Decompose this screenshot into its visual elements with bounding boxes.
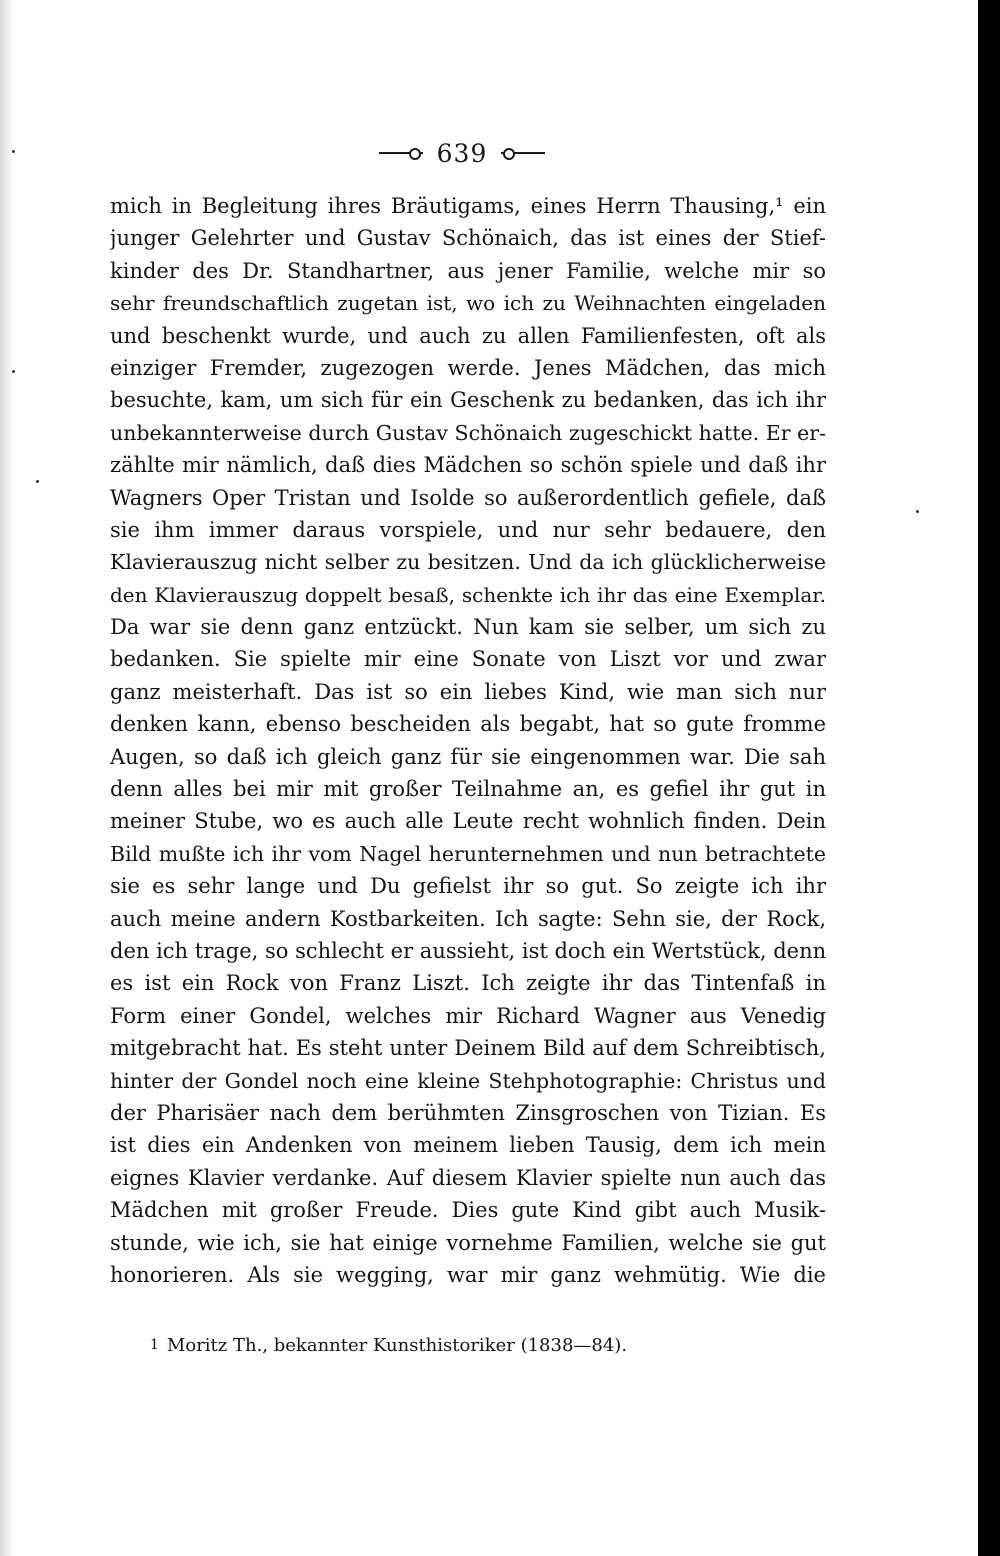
text-line: Klavierauszug nicht selber zu besitzen. Und da ich glücklicherweise (110, 550, 826, 575)
text-line: Mädchen mit großer Freude. Dies gute Kind gibt auch Musik- (110, 1198, 826, 1223)
text-line: stunde, wie ich, sie hat einige vornehme Familien, welche sie gut (110, 1230, 826, 1255)
text-line: unbekannterweise durch Gustav Schönaich zugeschickt hatte. Er er- (110, 420, 826, 445)
text-line: sehr freundschaftlich zugetan ist, wo ich zu Weihnachten eingeladen (110, 291, 826, 316)
print-speck (36, 480, 39, 483)
text-line: Wagners Oper Tristan und Isolde so außerordentlich gefiele, daß (110, 485, 826, 510)
text-line: ist dies ein Andenken von meinem lieben Tausig, dem ich mein (110, 1133, 826, 1158)
text-line: den Klavierauszug doppelt besaß, schenkte ich ihr das eine Exemplar. (110, 582, 826, 607)
footnote-marker: 1 (150, 1337, 159, 1353)
page-number: 639 (436, 138, 488, 168)
text-line: Form einer Gondel, welches mir Richard Wagner aus Venedig (110, 1003, 826, 1028)
text-line: einziger Fremder, zugezogen werde. Jenes Mädchen, das mich (110, 355, 826, 380)
text-line: sie es sehr lange und Du gefielst ihr so gut. So zeigte ich ihr (110, 874, 826, 899)
text-line: kinder des Dr. Standhartner, aus jener Familie, welche mir so (110, 258, 826, 283)
text-line: mitgebracht hat. Es steht unter Deinem Bild auf dem Schreibtisch, (110, 1036, 826, 1061)
text-line: es ist ein Rock von Franz Liszt. Ich zeigte ihr das Tintenfaß in (110, 971, 826, 996)
text-line: Da war sie denn ganz entzückt. Nun kam sie selber, um sich zu (110, 615, 826, 640)
footnote-text: Moritz Th., bekannter Kunsthistoriker (1838—84). (166, 1335, 628, 1356)
text-line: Augen, so daß ich gleich ganz für sie eingenommen war. Die sah (110, 744, 826, 769)
page-gutter-shadow (0, 0, 14, 1556)
text-line: auch meine andern Kostbarkeiten. Ich sagte: Sehn sie, der Rock, (110, 906, 826, 931)
text-line: hinter der Gondel noch eine kleine Stehphotographie: Christus und (110, 1068, 826, 1093)
ornament-left-icon (379, 152, 423, 154)
text-line: eignes Klavier verdanke. Auf diesem Klavier spielte nun auch das (110, 1165, 826, 1190)
text-line: zählte mir nämlich, daß dies Mädchen so schön spiele und daß ihr (110, 453, 826, 478)
text-line: junger Gelehrter und Gustav Schönaich, das ist eines der Stief- (110, 226, 826, 251)
text-line: bedanken. Sie spielte mir eine Sonate von Liszt vor und zwar (110, 647, 826, 672)
body-text (110, 190, 826, 1291)
text-line: Bild mußte ich ihr vom Nagel herunternehmen und nun betrachtete (110, 841, 826, 866)
text-line: besuchte, kam, um sich für ein Geschenk zu bedanken, das ich ihr (110, 388, 826, 413)
print-speck (12, 370, 15, 373)
text-line: und beschenkt wurde, und auch zu allen Familienfesten, oft als (110, 323, 826, 348)
ornament-right-icon (501, 152, 545, 154)
page-header (372, 138, 552, 168)
text-line: meiner Stube, wo es auch alle Leute recht wohnlich finden. Dein (110, 809, 826, 834)
text-line: der Pharisäer nach dem berühmten Zinsgroschen von Tizian. Es (110, 1100, 826, 1125)
text-line: den ich trage, so schlecht er aussieht, ist doch ein Wertstück, denn (110, 938, 826, 963)
footnote (150, 1330, 790, 1361)
text-line: denken kann, ebenso bescheiden als begabt, hat so gute fromme (110, 712, 826, 737)
text-line: honorieren. Als sie wegging, war mir ganz wehmütig. Wie die (110, 1262, 826, 1287)
print-speck (12, 150, 15, 153)
text-line: sie ihm immer daraus vorspiele, und nur sehr bedauere, den (110, 517, 826, 542)
text-line: mich in Begleitung ihres Bräutigams, eines Herrn Thausing,¹ ein (110, 194, 826, 218)
text-line: denn alles bei mir mit großer Teilnahme an, es gefiel ihr gut in (110, 777, 826, 802)
text-line: ganz meisterhaft. Das ist so ein liebes Kind, wie man sich nur (110, 679, 826, 704)
print-speck (916, 510, 919, 513)
